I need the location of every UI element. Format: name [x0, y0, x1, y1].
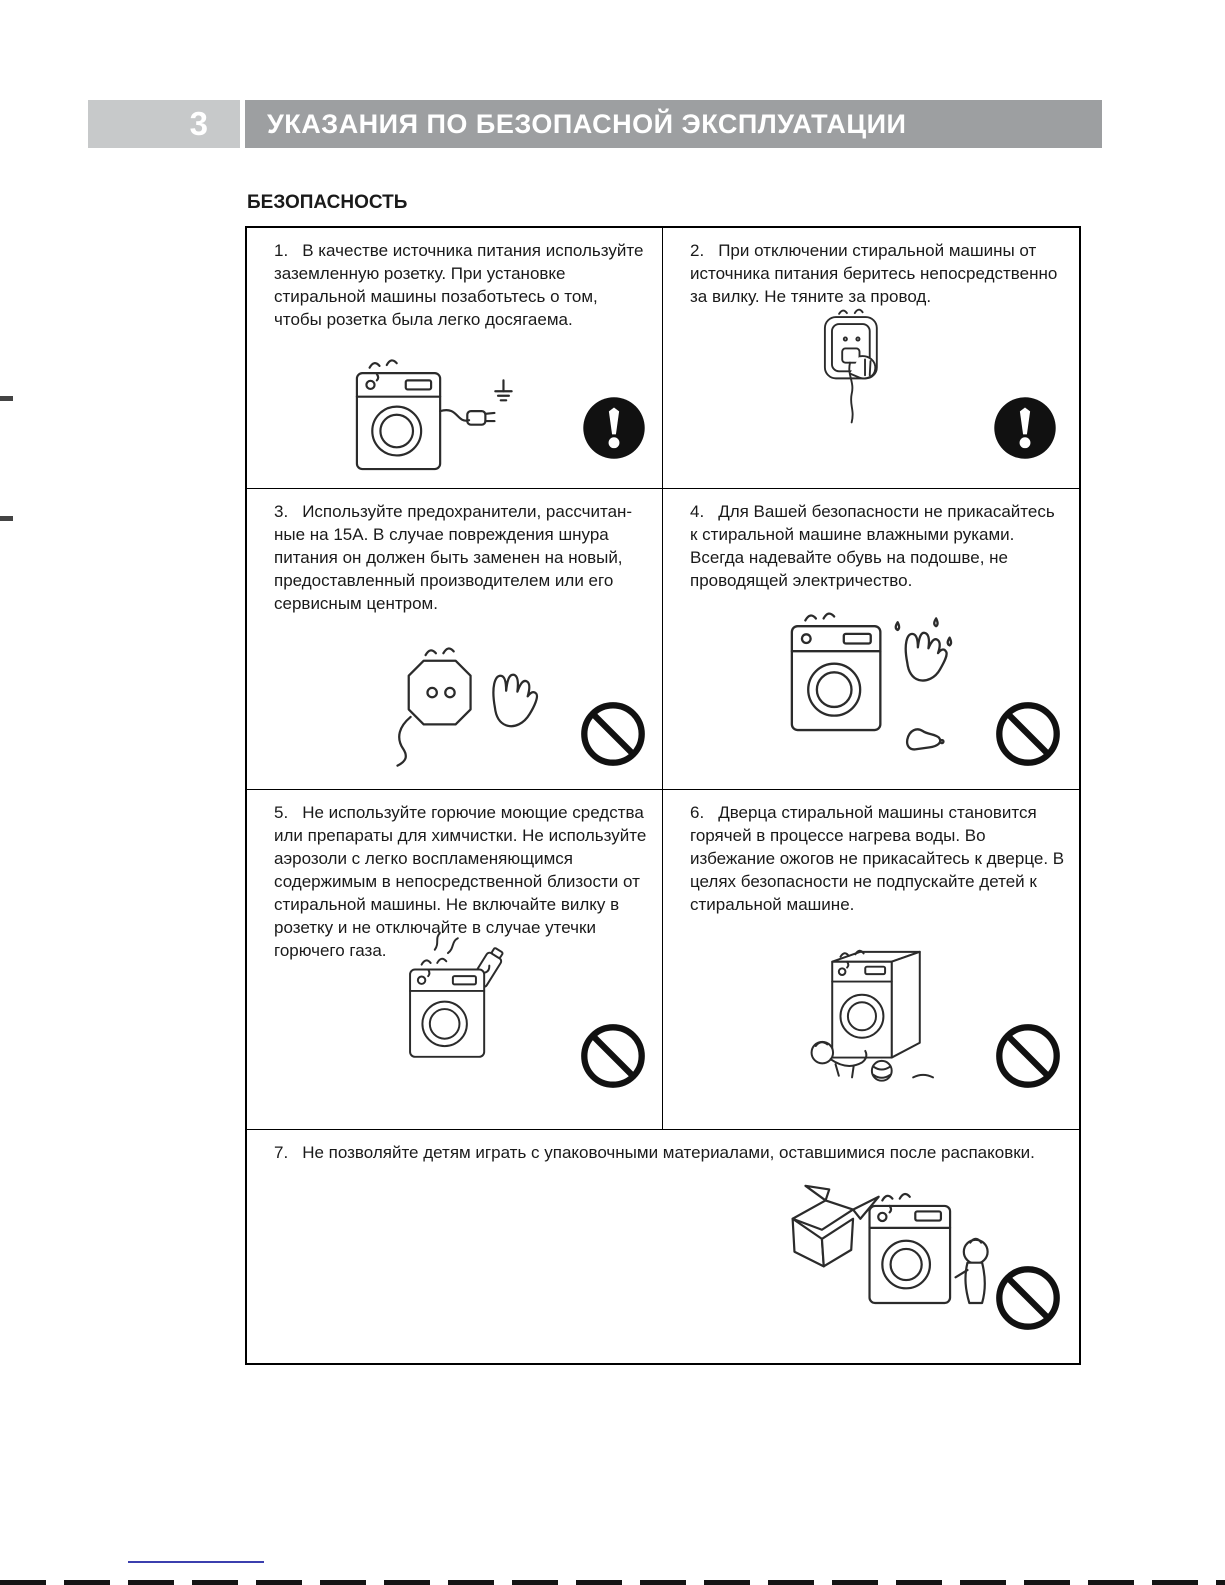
- item-number: 4.: [690, 502, 705, 521]
- page-number-box: [88, 100, 240, 148]
- child-near-washing-machine-illustration: [781, 932, 971, 1089]
- prohibition-icon: [993, 1021, 1063, 1091]
- washing-machine-grounded-plug-illustration: [337, 346, 527, 482]
- warning-icon: [993, 396, 1057, 460]
- safety-item-3: [247, 489, 663, 790]
- item-body: Не позволяйте детям играть с упаковочными материалами, оставшимися после распаковки.: [302, 1143, 1035, 1162]
- safety-item-4: [663, 489, 1079, 790]
- safety-table: [245, 226, 1081, 1365]
- packaging-materials-child-illustration: [767, 1162, 1005, 1336]
- item-number: 2.: [690, 241, 705, 260]
- footer-line: [128, 1561, 264, 1563]
- prohibition-icon: [993, 1263, 1063, 1333]
- safety-item-5: [247, 790, 663, 1130]
- item-body: Для Вашей безопасности не прикасайтесь к стиральной машине влажными руками. Всегда надевайте обувь на подошве, не проводящей электричество.: [690, 502, 1055, 590]
- section-title: БЕЗОПАСНОСТЬ: [247, 192, 408, 213]
- item-number: 6.: [690, 803, 705, 822]
- safety-item-2-text: [663, 228, 1079, 308]
- item-body: Используйте предохранители, рассчитан- ные на 15А. В случае повреждения шнура питания он должен быть заменен на новый, предоставленный производителем или его сервисным центром.: [274, 502, 633, 613]
- item-body: В качестве источника питания используйте заземленную розетку. При установке стиральной машины позаботьтесь о том, чтобы розетка была легко досягаема.: [274, 241, 644, 329]
- header-title: УКАЗАНИЯ ПО БЕЗОПАСНОЙ ЭКСПЛУАТАЦИИ: [267, 108, 907, 139]
- aerosol-washing-machine-illustration: [387, 930, 527, 1086]
- safety-item-1: [247, 228, 663, 489]
- header-title-bar: [245, 100, 1102, 148]
- safety-item-1-text: [247, 228, 662, 331]
- wet-hands-washing-machine-illustration: [763, 605, 965, 769]
- fuse-plug-stop-hand-illustration: [375, 627, 553, 768]
- safety-item-7-text: [247, 1130, 1079, 1164]
- page-edge-artifact: [0, 1580, 1225, 1585]
- safety-item-4-text: [663, 489, 1079, 592]
- item-body: Дверца стиральной машины становится горячей в процессе нагрева воды. Во избежание ожогов не прикасайтесь к дверце. В целях безопасности не подпускайте детей к стиральной машине.: [690, 803, 1065, 914]
- safety-item-2: [663, 228, 1079, 489]
- item-number: 3.: [274, 502, 289, 521]
- safety-item-6-text: [663, 790, 1079, 916]
- prohibition-icon: [578, 699, 648, 769]
- scan-artifact-left-1: [0, 396, 13, 401]
- safety-item-3-text: [247, 489, 662, 615]
- item-body: Не используйте горючие моющие средства или препараты для химчистки. Не используйте аэрозоли с легко воспламеняющимся содержимым в непосредственной близости от стиральной машины. Не включайте вилку в розетку и не отключайте в случае утечки горючего газа.: [274, 803, 647, 960]
- page-header: [88, 100, 1102, 148]
- item-number: 7.: [274, 1143, 289, 1162]
- safety-item-6: [663, 790, 1079, 1130]
- item-body: При отключении стиральной машины от источника питания беритесь непосредственно за вилку. Не тяните за провод.: [690, 241, 1058, 306]
- prohibition-icon: [578, 1021, 648, 1091]
- outlet-plug-hand-illustration: [795, 306, 913, 448]
- scan-artifact-left-2: [0, 516, 13, 521]
- prohibition-icon: [993, 699, 1063, 769]
- safety-item-7: [247, 1130, 1079, 1363]
- item-number: 1.: [274, 241, 289, 260]
- item-number: 5.: [274, 803, 289, 822]
- warning-icon: [582, 396, 646, 460]
- page-number: 3: [189, 105, 208, 142]
